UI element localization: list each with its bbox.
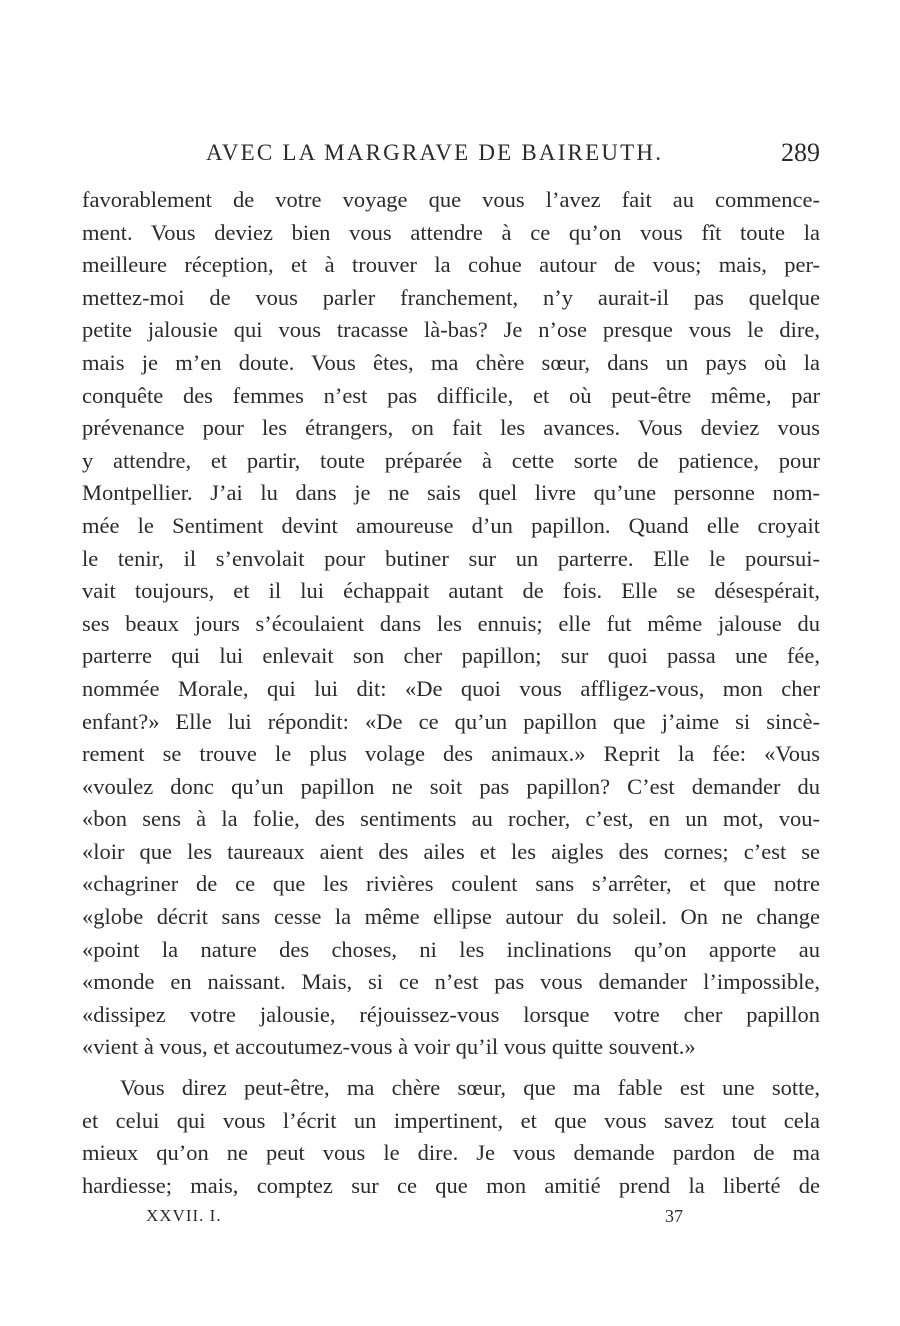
paragraph-2 [82,1072,820,1202]
text-line: «monde en naissant. Mais, si ce n’est pas vous demander l’impossible, [82,969,820,995]
text-line: y attendre, et partir, toute préparée à cette sorte de patience, pour [82,447,820,473]
text-line: favorablement de votre voyage que vous l’avez fait au commence- [82,187,820,212]
text-line: «point la nature des choses, ni les inclinations qu’on apporte au [82,936,820,962]
text-line: mais je m’en doute. Vous êtes, ma chère sœur, dans un pays où la [82,349,820,375]
text-line: enfant?» Elle lui répondit: «De ce qu’un papillon que j’aime si sincè- [82,708,820,734]
text-line: le tenir, il s’envolait pour butiner sur un parterre. Elle le poursui- [82,545,820,571]
text-line: Vous direz peut-être, ma chère sœur, que ma fable est une sotte, [120,1075,820,1101]
text-line: conquête des femmes n’est pas difficile, et où peut-être même, par [82,382,820,408]
text-line: mettez-moi de vous parler franchement, n’y aurait-il pas quelque [82,284,820,310]
paragraph-gap [82,1064,820,1072]
signature-mark: XXVII. I. [146,1206,222,1225]
text-line: «vient à vous, et accoutumez-vous à voir qu’il vous quitte souvent.» [82,1034,696,1060]
body-text [82,184,820,1202]
text-line: ses beaux jours s’écoulaient dans les ennuis; elle fut même jalouse du [82,610,820,636]
text-line: et celui qui vous l’écrit un impertinent, et que vous savez tout cela [82,1107,820,1133]
signature-page-number: 37 [665,1206,683,1226]
text-line: mée le Sentiment devint amoureuse d’un papillon. Quand elle croyait [82,512,820,538]
text-line: «bon sens à la folie, des sentiments au rocher, c’est, en un mot, vou- [82,806,820,832]
text-line: mieux qu’on ne peut vous le dire. Je vous demande pardon de ma [82,1140,820,1166]
text-line: «dissipez votre jalousie, réjouissez-vous lorsque votre cher papillon [82,1001,820,1027]
text-line: ment. Vous deviez bien vous attendre à ce qu’on vous fît toute la [82,219,820,245]
paragraph-1 [82,184,820,1064]
text-line: vait toujours, et il lui échappait autant de fois. Elle se désespérait, [82,578,820,604]
text-line: «chagriner de ce que les rivières coulent sans s’arrêter, et que notre [82,871,820,897]
text-line: rement se trouve le plus volage des animaux.» Reprit la fée: «Vous [82,741,820,767]
running-head [0,140,900,174]
text-line: petite jalousie qui vous tracasse là-bas? Je n’ose presque vous le dire, [82,317,820,343]
text-line: «voulez donc qu’un papillon ne soit pas papillon? C’est demander du [82,773,820,799]
text-line: prévenance pour les étrangers, on fait les avances. Vous deviez vous [82,415,820,441]
text-line: parterre qui lui enlevait son cher papillon; sur quoi passa une fée, [82,643,820,669]
page-number: 289 [781,138,820,167]
text-line: Montpellier. J’ai lu dans je ne sais quel livre qu’une personne nom- [82,480,820,506]
text-line: «globe décrit sans cesse la même ellipse autour du soleil. On ne change [82,904,820,930]
text-line: hardiesse; mais, comptez sur ce que mon amitié prend la liberté de [82,1172,820,1198]
text-line: meilleure réception, et à trouver la cohue autour de vous; mais, per- [82,252,820,278]
text-line: nommée Morale, qui lui dit: «De quoi vous affligez-vous, mon cher [82,675,820,701]
running-title: AVEC LA MARGRAVE DE BAIREUTH. [206,140,664,165]
text-line: «loir que les taureaux aient des ailes et les aigles des cornes; c’est se [82,838,820,864]
